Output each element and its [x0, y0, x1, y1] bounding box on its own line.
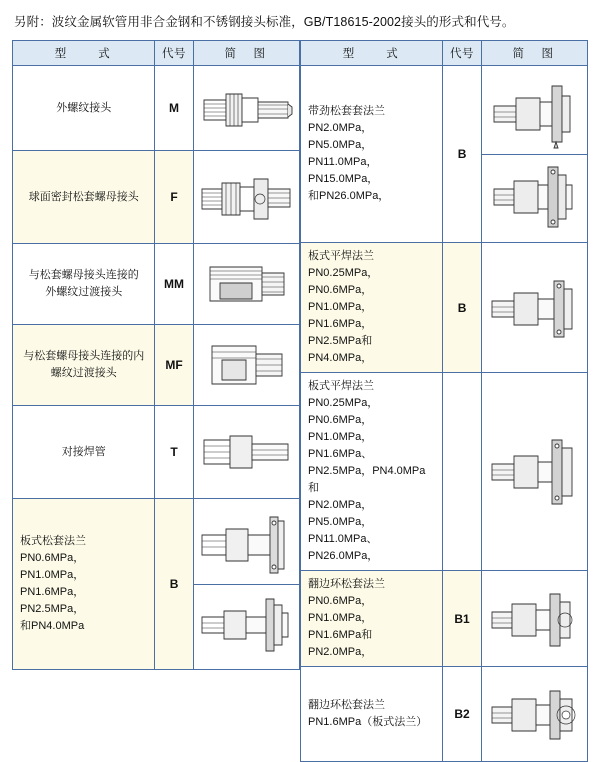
- table-header-row: [13, 41, 300, 66]
- fitting-type: 板式平焊法兰 PN0.25MPa，PN0.6MPa， PN1.0MPa，PN1.6MPa， PN2.5MPa和PN4.0MPa，: [301, 243, 443, 373]
- plate-lap-joint-flange-icon: [193, 499, 299, 670]
- fitting-code: B: [443, 243, 481, 373]
- fitting-code: B: [443, 66, 481, 243]
- header-pic: 简 图: [481, 41, 587, 66]
- header-code: 代号: [443, 41, 481, 66]
- spherical-seal-union-nut-icon: [193, 151, 299, 244]
- header-pic: 简 图: [193, 41, 299, 66]
- fitting-code: T: [155, 406, 193, 499]
- fitting-type: 与松套螺母接头连接的 外螺纹过渡接头: [13, 244, 155, 325]
- table-row: [301, 571, 588, 667]
- fitting-type: 翻边环松套法兰 PN1.6MPa（板式法兰）: [301, 667, 443, 762]
- flared-ring-lap-flange-icon: [481, 571, 587, 667]
- female-transition-fitting-icon: [193, 325, 299, 406]
- table-row: [301, 66, 588, 243]
- fitting-type: 翻边环松套法兰 PN0.6MPa，PN1.0MPa， PN1.6MPa和PN2.0MPa，: [301, 571, 443, 667]
- table-row: [13, 151, 300, 244]
- page-title: 另附：波纹金属软管用非合金钢和不锈钢接头标准，GB/T18615-2002接头的形式和代号。: [14, 15, 515, 29]
- table-row: [301, 667, 588, 762]
- fitting-code: F: [155, 151, 193, 244]
- fitting-code: B2: [443, 667, 481, 762]
- male-transition-fitting-icon: [193, 244, 299, 325]
- table-row: [13, 66, 300, 151]
- fitting-type: 球面密封松套螺母接头: [13, 151, 155, 244]
- fitting-code: B: [155, 499, 193, 670]
- left-fittings-table: [12, 40, 300, 670]
- table-header-row: [301, 41, 588, 66]
- flared-ring-lap-flange-2-icon: [481, 667, 587, 762]
- fitting-code: M: [155, 66, 193, 151]
- fitting-code: MF: [155, 325, 193, 406]
- fitting-code: B1: [443, 571, 481, 667]
- table-row: [13, 244, 300, 325]
- fitting-code: MM: [155, 244, 193, 325]
- fitting-type: 与松套螺母接头连接的内 螺纹过渡接头: [13, 325, 155, 406]
- table-row: [13, 325, 300, 406]
- right-fittings-table: [300, 40, 588, 762]
- header-code: 代号: [155, 41, 193, 66]
- plate-flat-welding-flange-2-icon: [481, 373, 587, 571]
- male-thread-fitting-icon: [193, 66, 299, 151]
- fitting-type: 外螺纹接头: [13, 66, 155, 151]
- fitting-type: 对接焊管: [13, 406, 155, 499]
- header-type: 型 式: [301, 41, 443, 66]
- tables-container: [12, 40, 588, 762]
- ribbed-lap-joint-flange-icon: [481, 66, 587, 243]
- fitting-type: 板式平焊法兰 PN0.25MPa，PN0.6MPa， PN1.0MPa，PN1.6MPa、 PN2.5MPa，PN4.0MPa 和 PN2.0MPa，PN5.0MPa， PN11.0MPa、PN26.0MPa，: [301, 373, 443, 571]
- table-row: [13, 406, 300, 499]
- fitting-type: 板式松套法兰 PN0.6MPa，PN1.0MPa， PN1.6MPa，PN2.5MPa， 和PN4.0MPa: [13, 499, 155, 670]
- table-row: [13, 499, 300, 670]
- butt-weld-pipe-icon: [193, 406, 299, 499]
- fitting-code: [443, 373, 481, 571]
- plate-flat-welding-flange-icon: [481, 243, 587, 373]
- table-row: [301, 373, 588, 571]
- header-type: 型 式: [13, 41, 155, 66]
- table-row: [301, 243, 588, 373]
- fitting-type: 带劲松套套法兰 PN2.0MPa，PN5.0MPa， PN11.0MPa，PN15.0MPa， 和PN26.0MPa，: [301, 66, 443, 243]
